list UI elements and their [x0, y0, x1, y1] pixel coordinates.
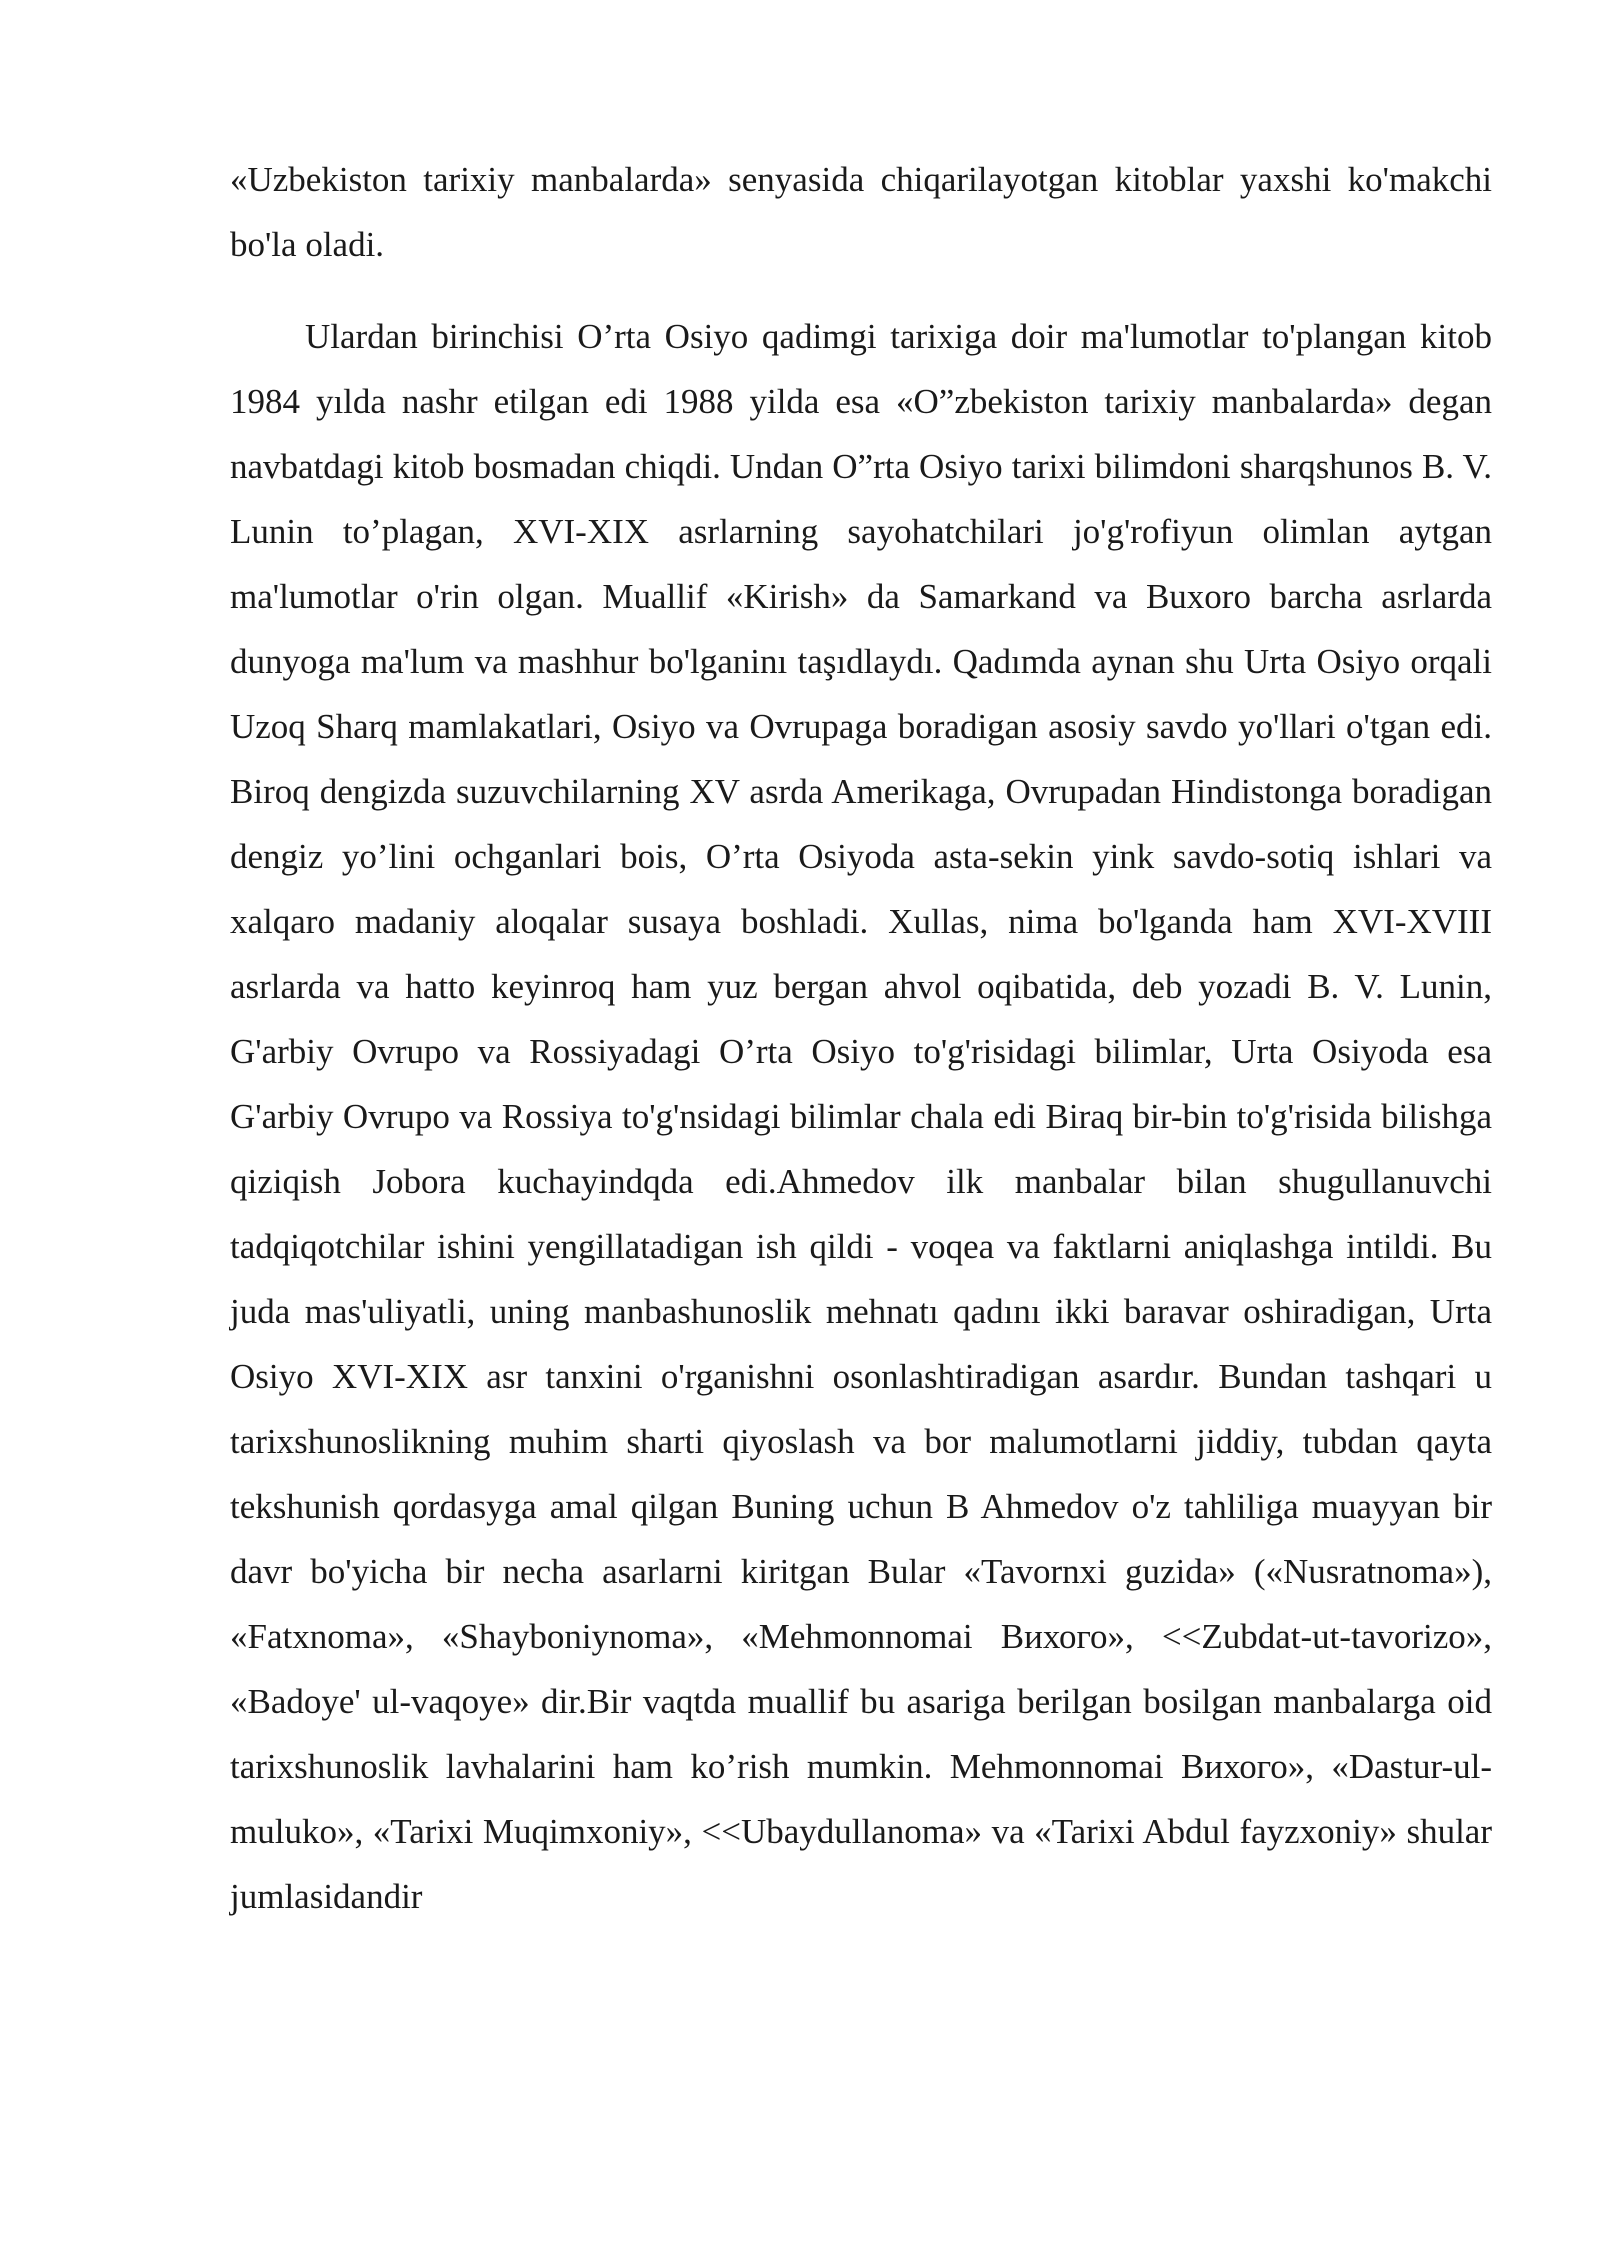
body-text	[230, 147, 1492, 1929]
paragraph-main: Ulardan birinchisi O’rta Osiyo qadimgi tarixiga doir ma'lumotlar to'plangan kitob 1984 yılda nashr etilgan edi 1988 yilda esa «O”zbekiston tarixiy manbalarda» degan navbatdagi kitob bosmadan chiqdi. Undan O”rta Osiyo tarixi bilimdoni sharqshunos B. V. Lunin to’plagan, XVI-XIX asrlarning sayohatchilari jo'g'rofiyun olimlan aytgan ma'lumotlar o'rin olgan. Muallif «Kirish» da Samarkand va Buxoro barcha asrlarda dunyoga ma'lum va mashhur bo'lganinı taşıdlaydı. Qadımda aynan shu Urta Osiyo orqali Uzoq Sharq mamlakatlari, Osiyo va Ovrupaga boradigan asosiy savdo yo'llari o'tgan edi. Biroq dengizda suzuvchilarning XV asrda Amerikaga, Ovrupadan Hindistonga boradigan dengiz yo’lini ochganlari bois, O’rta Osiyoda asta-sekin yink savdo-sotiq ishlari va xalqaro madaniy aloqalar susaya boshladi. Xullas, nima bo'lganda ham XVI-XVIII asrlarda va hatto keyinroq ham yuz bergan ahvol oqibatida, deb yozadi B. V. Lunin, G'arbiy Ovrupo va Rossiyadagi O’rta Osiyo to'g'risidagi bilimlar, Urta Osiyoda esa G'arbiy Ovrupo va Rossiya to'g'nsidagi bilimlar chala edi Biraq bir-bin to'g'risida bilishga qiziqish Jobora kuchayindqda edi.Ahmedov ilk manbalar bilan shugullanuvchi tadqiqotchilar ishini yengillatadigan ish qildi - voqea va faktlarni aniqlashga intildi. Bu juda mas'uliyatli, uning manbashunoslik mehnatı qadını ikki baravar oshiradigan, Urta Osiyo XVI-XIX asr tanxini o'rganishni osonlashtiradigan asardır. Bundan tashqari u tarixshunoslikning muhim sharti qiyoslash va bor malumotlarni jiddiy, tubdan qayta tekshunish qordasyga amal qilgan Buning uchun B Ahmedov o'z tahliliga muayyan bir davr bo'yicha bir necha asarlarni kiritgan Bular «Tavornxi guzida» («Nusratnoma»), «Fatxnoma», «Shayboniynoma», «Mehmonnomai Вихого», <<Zubdat-ut-tavorizo», «Badoye' ul-vaqoye» dir.Bir vaqtda muallif bu asariga berilgan bosilgan manbalarga oid tarixshunoslik lavhalarini ham ko’rish mumkin. Mehmonnomai Вихого», «Dastur-ul-muluko», «Tarixi Muqimxoniy», <<Ubaydullanoma» va «Tarixi Abdul fayzxoniy» shular jumlasidandir	[230, 317, 1492, 1916]
paragraph-intro: «Uzbekiston tarixiy manbalarda» senyasida chiqarilayotgan kitoblar yaxshi ko'makchi bo'la oladi.	[230, 160, 1492, 264]
